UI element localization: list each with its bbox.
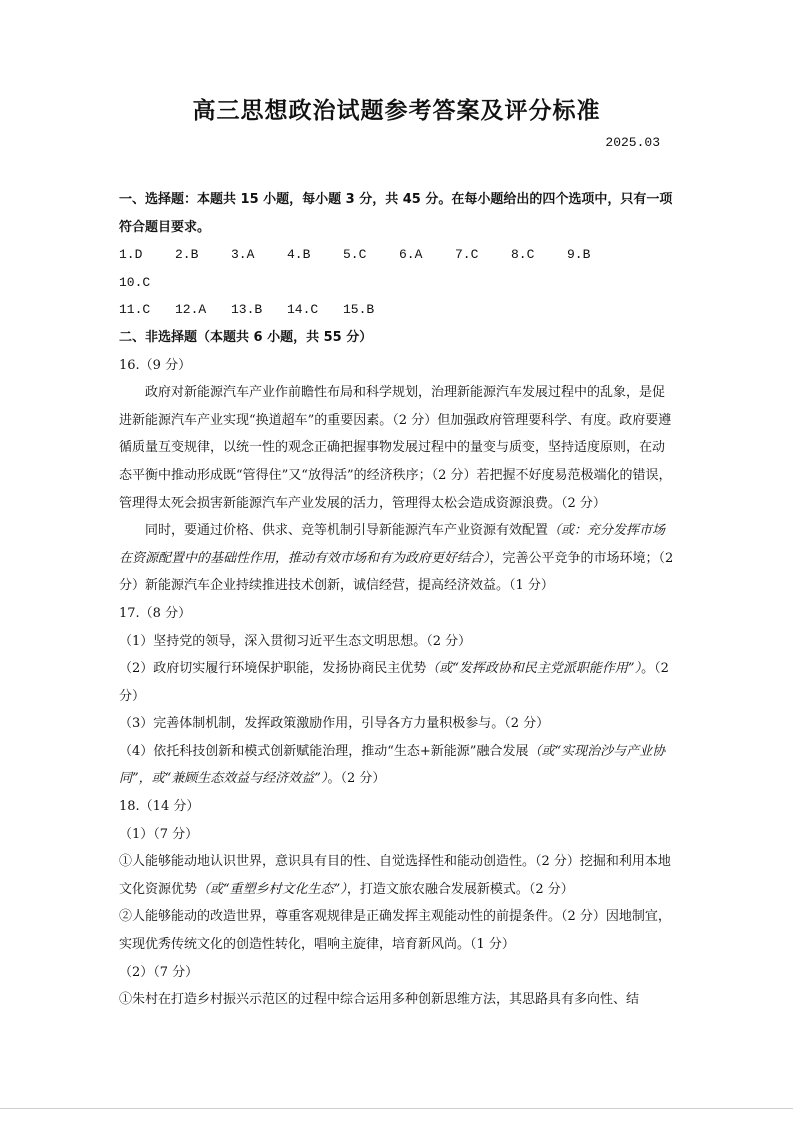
q16-label: 16.（9 分）	[119, 357, 192, 373]
q16-paragraph-1: 政府对新能源汽车产业作前瞻性布局和科学规划，治理新能源汽车发展过程中的乱象，是促进新能源汽车产业实现“换道超车”的重要因素。（2 分）但加强政府管理要科学、有度。政府要遵循质量互变规律，以统一性的观念正确把握事物发展过程中的量变与质变，坚持适度原则，在动态平衡中推动形成既“管得住”又“放得活”的经济秩序；（2 分）若把握不好度易范极端化的错误，管理得太死会损害新能源汽车产业发展的活力，管理得太松会造成资源浪费。（2 分）	[119, 385, 672, 511]
q17-i2-alternative: （或“发挥政协和民主党派职能作用”）	[426, 661, 642, 677]
q16-paragraph-2	[119, 517, 676, 600]
q18-s1-text: ①人能够能动地认识世界，意识具有目的性、自觉选择性和能动创造性。（2 分）挖掘和利用本地文化资源优势	[119, 854, 671, 897]
answer-item: 8.C	[511, 247, 535, 263]
q18-sub1-label: （1）（7 分）	[119, 826, 199, 842]
answer-item: 9.B	[567, 247, 591, 263]
page-bottom-divider	[0, 1108, 793, 1109]
section2-header: 二、非选择题（本题共 6 小题，共 55 分）	[119, 329, 373, 345]
q17-item-3: （3）完善体制机制，发挥政策激励作用，引导各方力量积极参与。（2 分）	[119, 716, 550, 732]
q18-label: 18.（14 分）	[119, 799, 200, 815]
answer-item: 13.B	[231, 302, 263, 318]
answer-item: 15.B	[343, 302, 375, 318]
answer-item: 1.D	[119, 247, 143, 263]
answer-item: 14.C	[287, 302, 319, 318]
answer-item: 3.A	[231, 247, 255, 263]
answer-content	[119, 186, 676, 1014]
q18-sub1-point-1	[119, 848, 676, 903]
answer-item: 2.B	[175, 247, 199, 263]
q16-p2-text-end: ，完善公平竞争的市场环境；（2 分）新能源汽车企业持续推进技术创新，诚信经营，提高经济效益。（1 分）	[119, 550, 674, 594]
document-date: 2025.03	[605, 135, 660, 150]
q17-item-4	[119, 738, 676, 793]
q16-p2-alternative: （或：充分发挥市场在资源配置中的基础性作用，推动有效市场和有为政府更好结合）	[119, 523, 666, 566]
q17-i4-alternative: （或“实现治沙与产业协同”，或“兼顾生态效益与经济效益”）	[119, 743, 666, 787]
q18-sub2-point-1: ①朱村在打造乡村振兴示范区的过程中综合运用多种创新思维方法，其思路具有多向性、结	[119, 992, 640, 1008]
q17-item-1: （1）坚持党的领导，深入贯彻习近平生态文明思想。（2 分）	[119, 633, 472, 649]
q17-label: 17.（8 分）	[119, 605, 192, 621]
q17-item-2	[119, 655, 676, 710]
q18-sub2-label: （2）（7 分）	[119, 964, 199, 980]
q16-p2-text: 同时，要通过价格、供求、竞等机制引导新能源汽车产业资源有效配置	[145, 523, 549, 539]
choice-answer-list	[119, 241, 676, 324]
answer-item: 5.C	[343, 247, 367, 263]
answer-item: 10.C	[119, 274, 151, 290]
answer-item: 4.B	[287, 247, 311, 263]
answer-item: 7.C	[455, 247, 479, 263]
q18-sub1-point-2: ②人能够能动的改造世界，尊重客观规律是正确发挥主观能动性的前提条件。（2 分）因地制宜，实现优秀传统文化的创造性转化，唱响主旋律，培育新风尚。（1 分）	[119, 909, 671, 953]
q17-i4-text: （4）依托科技创新和模式创新赋能治理，推动“生态+新能源”融合发展	[119, 743, 529, 759]
q17-i2-score: 。（2 分）	[119, 661, 669, 704]
q18-s1-alternative: （或“重塑乡村文化生态”）	[197, 881, 347, 897]
q17-i2-text: （2）政府切实履行环境保护职能，发扬协商民主优势	[119, 661, 427, 677]
answer-item: 6.A	[399, 247, 423, 263]
section1-header: 一、选择题：本题共 15 小题，每小题 3 分，共 45 分。在每小题给出的四个选项中，只有一项符合题目要求。	[119, 192, 673, 235]
q17-i4-score: 。（2 分）	[327, 771, 386, 787]
q18-s1-text-end: ，打造文旅农融合发展新模式。（2 分）	[346, 881, 574, 897]
answer-item: 12.A	[175, 302, 207, 318]
answer-item: 11.C	[119, 302, 151, 318]
page-title: 高三思想政治试题参考答案及评分标准	[192, 98, 601, 124]
